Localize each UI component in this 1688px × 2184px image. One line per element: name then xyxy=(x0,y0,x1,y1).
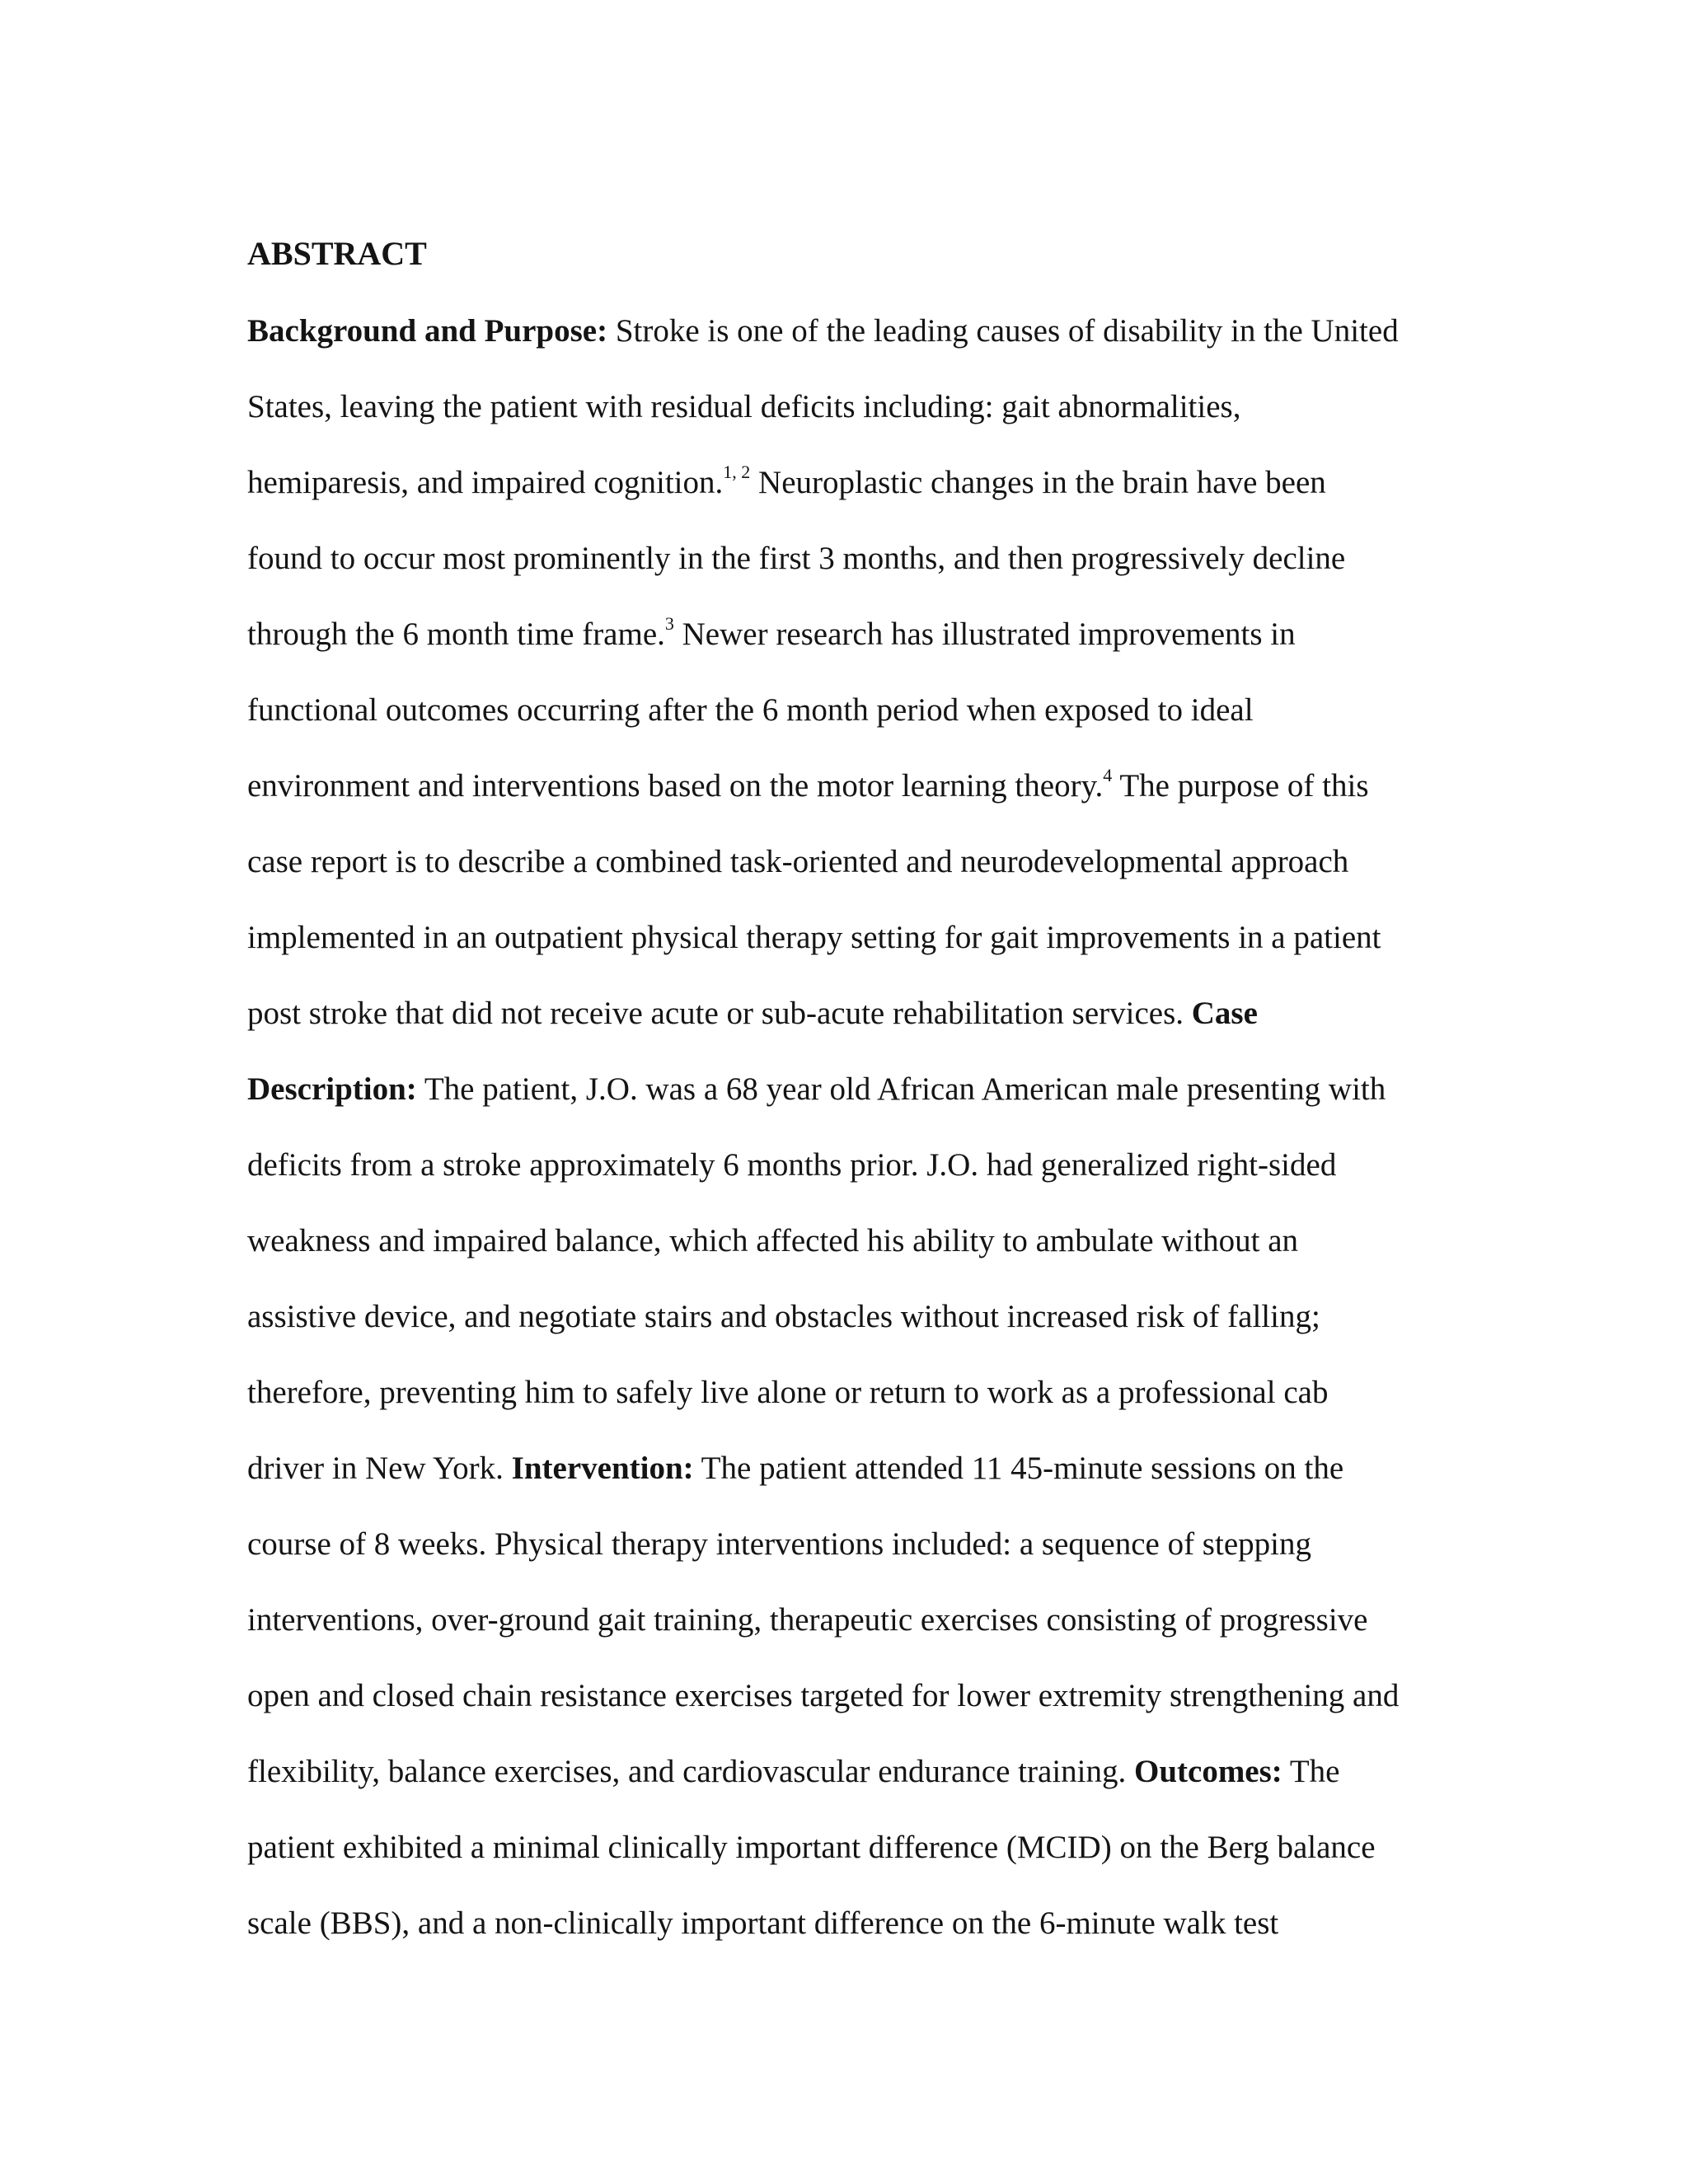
text-run: scale (BBS), and a non-clinically important difference on the 6-minute walk test xyxy=(247,1905,1279,1941)
text-run: implemented in an outpatient physical therapy setting for gait improvements in a patient xyxy=(247,920,1381,955)
text-run: driver in New York. xyxy=(247,1451,512,1486)
text-line xyxy=(247,538,1451,614)
citation-superscript: 3 xyxy=(664,613,674,634)
text-run: hemiparesis, and impaired cognition. xyxy=(247,465,724,500)
text-line xyxy=(247,841,1451,917)
abstract-heading: ABSTRACT xyxy=(247,235,427,272)
text-run: functional outcomes occurring after the 6 month period when exposed to ideal xyxy=(247,692,1254,728)
text-line xyxy=(247,1448,1451,1524)
text-line xyxy=(247,1524,1451,1600)
text-line xyxy=(247,1600,1451,1675)
text-run: course of 8 weeks. Physical therapy interventions included: a sequence of stepping xyxy=(247,1526,1311,1562)
section-label: Background and Purpose: xyxy=(247,313,608,349)
citation-superscript: 1, 2 xyxy=(723,462,751,482)
text-line xyxy=(247,462,1451,538)
text-run: Stroke is one of the leading causes of disability in the United xyxy=(607,313,1399,349)
text-run: found to occur most prominently in the first 3 months, and then progressively decline xyxy=(247,541,1346,576)
text-run: therefore, preventing him to safely live alone or return to work as a professional cab xyxy=(247,1375,1329,1410)
text-run: The patient attended 11 45-minute sessions on the xyxy=(693,1451,1344,1486)
text-run: The patient, J.O. was a 68 year old African American male presenting with xyxy=(416,1071,1386,1107)
section-label: Intervention: xyxy=(511,1451,694,1486)
text-line xyxy=(247,311,1451,387)
text-run: States, leaving the patient with residual deficits including: gait abnormalities, xyxy=(247,389,1241,424)
text-line xyxy=(247,1751,1451,1827)
text-line xyxy=(247,1372,1451,1448)
section-label: Outcomes: xyxy=(1134,1754,1282,1789)
text-run: weakness and impaired balance, which affected his ability to ambulate without an xyxy=(247,1223,1299,1258)
text-line xyxy=(247,993,1451,1069)
text-run: Newer research has illustrated improvements in xyxy=(673,616,1296,652)
text-line xyxy=(247,1069,1451,1145)
text-run: patient exhibited a minimal clinically important difference (MCID) on the Berg balance xyxy=(247,1830,1376,1865)
text-line xyxy=(247,1296,1451,1372)
text-run: Neuroplastic changes in the brain have been xyxy=(750,465,1326,500)
section-label: Description: xyxy=(247,1071,417,1107)
text-run: The xyxy=(1282,1754,1340,1789)
text-run: through the 6 month time frame. xyxy=(247,616,665,652)
text-line xyxy=(247,690,1451,766)
text-line xyxy=(247,1145,1451,1221)
section-label: Case xyxy=(1191,996,1258,1031)
text-line xyxy=(247,614,1451,690)
abstract-body xyxy=(247,311,1451,1979)
text-line xyxy=(247,917,1451,993)
text-run: interventions, over-ground gait training, therapeutic exercises consisting of progressive xyxy=(247,1602,1368,1638)
text-run: flexibility, balance exercises, and cardiovascular endurance training. xyxy=(247,1754,1134,1789)
text-run: deficits from a stroke approximately 6 months prior. J.O. had generalized right-sided xyxy=(247,1147,1337,1183)
citation-superscript: 4 xyxy=(1103,765,1113,785)
text-run: assistive device, and negotiate stairs and obstacles without increased risk of falling; xyxy=(247,1299,1320,1334)
text-line xyxy=(247,1827,1451,1903)
text-run: case report is to describe a combined task-oriented and neurodevelopmental approach xyxy=(247,844,1349,879)
text-run: environment and interventions based on the motor learning theory. xyxy=(247,768,1104,804)
text-line xyxy=(247,1903,1451,1979)
text-line xyxy=(247,387,1451,462)
text-run: open and closed chain resistance exercises targeted for lower extremity strengthening and xyxy=(247,1678,1400,1713)
text-run: post stroke that did not receive acute or sub-acute rehabilitation services. xyxy=(247,996,1192,1031)
text-line xyxy=(247,766,1451,841)
text-line xyxy=(247,1221,1451,1296)
text-line xyxy=(247,1675,1451,1751)
text-run: The purpose of this xyxy=(1112,768,1369,804)
